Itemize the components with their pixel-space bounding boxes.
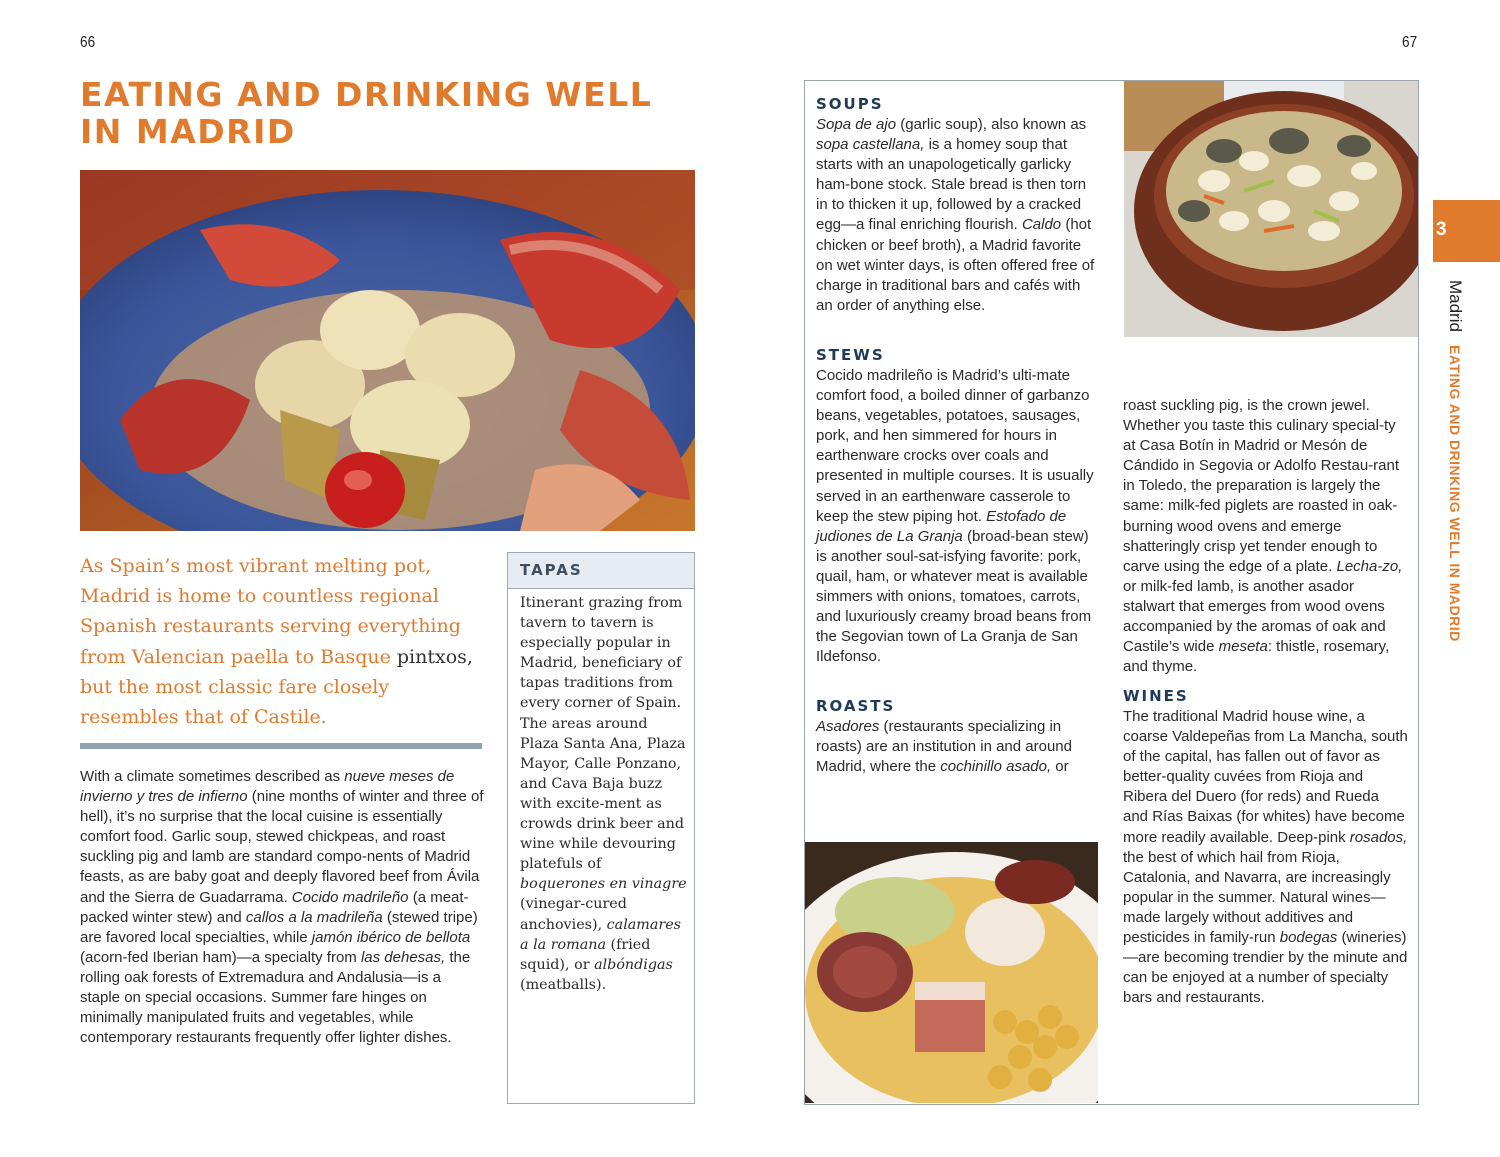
text-run: or milk-fed lamb, is another asador stalwart that emerges from wood ovens accompanied by the aromas of oak and Castile’s wide xyxy=(1123,577,1386,656)
intro-paragraph xyxy=(80,767,485,1048)
text-run: the rolling oak forests of Extremadura and Andalusia—is a staple on special occasions. Summer fare hinges on minimally manipulated fruits and vegetables, while contemporary restaurants frequently offer lighter dishes. xyxy=(80,948,471,1047)
italic-term: Sopa de ajo xyxy=(816,116,897,133)
italic-term: calamares a la romana xyxy=(520,916,682,953)
text-run: (restaurants specializing in roasts) are an institution in and around Madrid, where the xyxy=(816,718,1072,776)
text-run: (meatballs). xyxy=(520,976,607,993)
text-run: (garlic soup), also known as xyxy=(896,116,1087,133)
text-run: (broad-bean stew) is another soul-sat-isfying favorite: pork, quail, ham, or whatever meat is available simmers with onions, tomatoes, carrots, and luxuriously creamy broad beans from the Segovian town of La Granja de San Ildefonso. xyxy=(816,527,1092,666)
wines-text xyxy=(1123,707,1408,1008)
wines-heading: WINES xyxy=(1123,687,1189,705)
text-run: The traditional Madrid house wine, a coarse Valdepeñas from La Mancha, south of the capital, has fallen out of favor as better-quality cuvées from Rioja and Ribera del Duero (for reds) and Rueda and Rías Baixas (for whites) have become more readily available. Deep-pink xyxy=(1123,708,1408,846)
soups-text xyxy=(816,115,1098,316)
text-run: (wineries)—are becoming trendier by the minute and can be enjoyed at a number of specialty bars and restaurants. xyxy=(1123,929,1408,1007)
running-head-city-label: Madrid xyxy=(1446,280,1465,332)
stews-heading: STEWS xyxy=(816,346,885,364)
italic-term: meseta xyxy=(1218,638,1268,656)
page-title: EATING AND DRINKING WELL IN MADRID xyxy=(80,75,653,151)
lead-highlight: pintxos, xyxy=(396,645,473,668)
lead-paragraph xyxy=(80,551,490,732)
stews-text xyxy=(816,366,1098,667)
italic-term: albóndigas xyxy=(594,956,673,973)
italic-term: Lecha-zo, xyxy=(1336,557,1403,575)
italic-term: cochinillo asado, xyxy=(940,758,1052,776)
text-run: (a meat-packed winter stew) and xyxy=(80,888,469,926)
text-run: (acorn-fed Iberian ham)—a specialty from xyxy=(80,948,361,966)
roasts-continued-text xyxy=(1123,396,1408,677)
tapas-body xyxy=(508,589,694,995)
text-run: or xyxy=(1051,758,1069,776)
lead-text-start: As Spain’s most vibrant melting pot, Madrid is home to countless regional Spanish restaurants serving everything from Valencian paella to Basque xyxy=(80,555,461,668)
italic-term: las dehesas, xyxy=(360,948,446,966)
tapas-box xyxy=(507,552,695,1104)
text-run: (nine months of winter and three of hell), it’s no surprise that the local cuisine is essentially comfort food. Garlic soup, stewed chickpeas, and roast suckling pig and lamb are standard compo-nents of Madrid feasts, as are baby goat and deeply flavored beef from Ávila and the Sierra de Guadarrama. xyxy=(80,788,484,906)
text-run: : thistle, rosemary, and thyme. xyxy=(1123,638,1390,676)
lead-divider xyxy=(80,743,482,749)
text-run: (stewed tripe) are favored local specialties, while xyxy=(80,908,478,946)
italic-term: Cocido madrileño xyxy=(291,888,409,906)
text-run: (hot chicken or beef broth), a Madrid favorite on wet winter days, is often offered free of charge in traditional bars and cafés with an order of anything else. xyxy=(816,216,1095,314)
page-number-right: 67 xyxy=(1402,34,1418,51)
roasts-text xyxy=(816,717,1098,777)
text-run: roast suckling pig, is the crown jewel. Whether you taste this culinary special-ty at Casa Botín in Madrid or Mesón de Cándido in Segovia or Adolfo Restau-rant in Toledo, the preparation is largely the same: milk-fed piglets are roasted in oak-burning wood ovens and emerge shatteringly crisp yet tender enough to carve using the edge of a plate. xyxy=(1123,397,1400,575)
text-run: Cocido madrileño is Madrid’s ulti-mate comfort food, a boiled dinner of garbanzo beans, vegetables, potatoes, sausages, pork, and hen simmered for hours in earthenware crocks over coals and presented in multiple courses. It is usually served in an earthenware casserole to keep the stew piping hot. xyxy=(816,367,1094,525)
text-run: Itinerant grazing from tavern to tavern is especially popular in Madrid, beneficiary of tapas traditions from every corner of Spain. The areas around Plaza Santa Ana, Plaza Mayor, Calle Ponzano, and Cava Baja buzz with excite-ment as crowds drink beer and wine while devouring platefuls of xyxy=(520,595,686,873)
running-head-section xyxy=(1443,345,1463,645)
italic-term: bodegas xyxy=(1279,929,1338,947)
italic-term: boquerones en vinagre xyxy=(520,876,687,893)
lead-text-end: but the most classic fare closely resembles that of Castile. xyxy=(80,675,390,729)
italic-term: sopa castellana, xyxy=(816,136,925,154)
text-run: (fried squid), or xyxy=(520,936,651,973)
chapter-number: 3 xyxy=(1436,219,1447,240)
italic-term: Asadores xyxy=(816,718,880,735)
italic-term: nueve meses de invierno y tres de infierno xyxy=(80,768,455,806)
tapas-photo xyxy=(80,170,695,531)
text-run: the best of which hail from Rioja, Catalonia, and Navarra, are increasingly popular in the summer. Natural wines—made largely without additives and pesticides in family-run xyxy=(1123,848,1391,947)
soups-heading: SOUPS xyxy=(816,95,884,113)
cocido-photo xyxy=(805,842,1098,1103)
italic-term: jamón ibérico de bellota xyxy=(311,928,471,946)
page-number-left: 66 xyxy=(80,34,96,51)
running-head-city xyxy=(1443,280,1463,340)
italic-term: rosados, xyxy=(1349,828,1408,846)
text-run: (vinegar-cured anchovies), xyxy=(520,896,627,933)
italic-term: Caldo xyxy=(1021,216,1062,234)
text-run: With a climate sometimes described as xyxy=(80,768,345,785)
tapas-heading: TAPAS xyxy=(508,553,694,589)
running-head-section-label: EATING AND DRINKING WELL IN MADRID xyxy=(1447,345,1463,642)
italic-term: Estofado de judiones de La Granja xyxy=(816,507,1067,545)
clams-beans-photo xyxy=(1124,81,1418,337)
roasts-heading: ROASTS xyxy=(816,697,896,715)
text-run: is a homey soup that starts with an unapologetically garlicky ham-bone stock. Stale bread is then torn in to thicken it up, followed by a cracked egg—a final enriching flourish. xyxy=(816,136,1087,234)
italic-term: callos a la madrileña xyxy=(245,908,383,926)
